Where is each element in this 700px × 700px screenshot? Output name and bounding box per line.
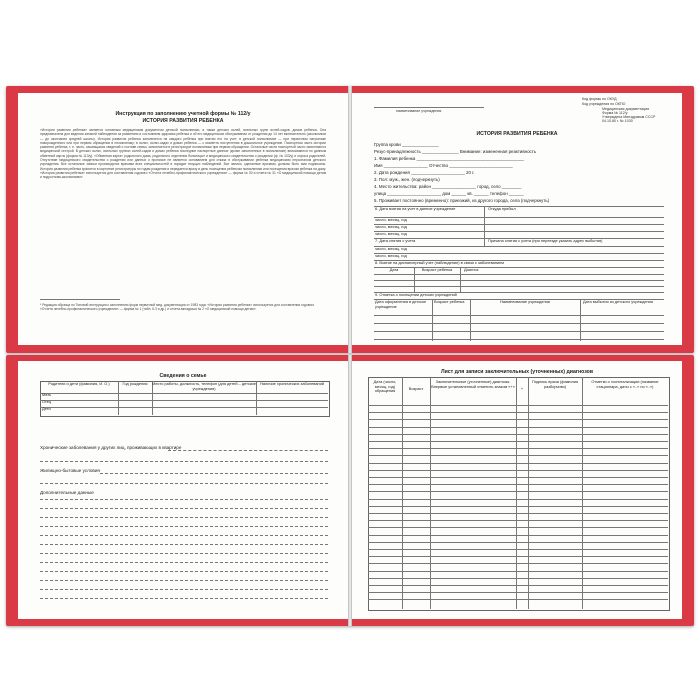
surname-field: 1. Фамилия ребенка ____________________________________________ [374,156,525,161]
family-row-father: Отец [42,399,52,404]
fill-line [168,450,328,451]
table-row-line [368,578,668,579]
diag-col-signature: Подпись врача (фамилия разборчиво) [531,379,579,389]
table-border [374,331,664,332]
visit-col-leave: Дата выбытия из детского учреждения [583,299,653,304]
paragraph: История развития ребенка хранится в картотеке регистратуры по годам рождения и передается врачу в день посещения ребенком поликлиники или посещения врачом ребенка на дому. [40,166,326,171]
table-row-line [368,463,668,464]
ruled-line [40,526,328,527]
ruled-line [40,517,328,518]
from-where-header: Откуда прибыл [488,206,516,211]
table-row-line [368,412,668,413]
disp-col-diagnosis: Диагноз [464,267,479,272]
table-row-line [368,556,668,557]
visit-col-date: Дата оформления в детское учреждение [375,299,427,309]
instruction-subtitle: ИСТОРИЯ РАЗВИТИЯ РЕБЕНКА [142,118,224,124]
street-field: улица ______________________ дом ______ кв. ______ телефон ______ [374,191,524,196]
table-row-line [368,513,668,514]
dispensary-header: 8. Взятие на диспансерный учет (наблюдение) в связи с заболеванием [375,260,504,265]
paragraph: «История развития ребенка» используется для составления годового «Отчета лечебно-профилактического учреждения» — форма № 30 и отчета № 31 «О медицинской помощи детям и подросткам-школьникам». [40,170,326,180]
ruled-line [40,589,328,590]
table-border [374,323,664,324]
table-row-line [368,484,668,485]
table-row-line [368,599,668,600]
table-row-line [368,542,668,543]
institution-line [374,107,484,108]
table-row-line [368,571,668,572]
table-row-line [368,419,668,420]
table-row-line [368,520,668,521]
form-title: ИСТОРИЯ РАЗВИТИЯ РЕБЕНКА [476,131,558,137]
date-row: число, месяц, год [375,224,407,229]
blood-group-field: Группа крови _______________ [374,142,439,147]
paragraph: В детских яслях, ясельных группах яслей-садов и домах ребенка последние паспортные данные (кроме заполненных в поликлинике) вписываются по данным обменной карты (форма № 113/у). «Обменная карта» родильного дома, родильного отделения больницы» и медицинского свидетельства о рождении (ф. № 103/у) и опроса родителей. [40,149,326,158]
birthdate-field: 2. Дата рождения ______________________ 20 г. [374,170,475,175]
visits-header: 9. Отметка о посещении детских учреждений [375,292,457,297]
take-date-header: 6. Дата взятия на учет в данное учреждение [375,206,456,211]
name-field: Имя __________________ Отчество __________________________ [374,163,513,168]
institution-label: наименование учреждения [396,109,442,113]
additional-data-label: Дополнительные данные [40,490,94,495]
table-row-line [368,434,668,435]
ruled-line [40,544,328,545]
date-row: число, месяц, год [375,246,407,251]
table-border [374,274,664,275]
table-border [470,299,471,341]
family-row-mother: Мать [42,392,52,397]
footnote: * Редакция образца по Типовой инструкции к заполнению форм первичной мед. документации от 1983 года: «История развития ребенка» используется для составления годового «Отчета лечебно-профилактического учреждения» — форма № 1 (табл. 6.3 и др.) и отчета-вкладыша № 2 «О медицинской помощи детям». [40,303,315,312]
table-row-line [368,499,668,500]
ruled-line [40,553,328,554]
table-border [374,315,664,316]
table-row-line [368,405,668,406]
table-border [374,224,664,225]
form-code: Утверждена Минздравом СССР [602,115,656,119]
diag-col-plus: + [520,386,524,391]
form-title-page [352,93,682,345]
table-border [40,407,328,408]
diag-col-hospital: Отметки о госпитализации (название стационара, даты с «..» по «..») [591,379,659,389]
ruled-line [40,562,328,563]
disp-col-age: Возраст ребенка [421,267,453,272]
fill-line [100,473,328,474]
table-border [484,206,485,246]
table-row-line [368,506,668,507]
ruled-line [40,508,328,509]
form-code: Медицинская документация [602,107,650,111]
visit-col-age: Возраст ребенка [434,299,465,304]
table-row-line [368,477,668,478]
family-page [18,361,348,619]
table-border [374,286,664,287]
family-row-children: Дети [42,406,51,411]
date-row: число, месяц, год [375,217,407,222]
removal-date-header: 7. Дата снятия с учета [375,238,416,243]
instruction-page [18,93,348,345]
sex-field: 3. Пол: муж., жен. (подчеркнуть) [374,177,440,182]
ruled-line [40,598,328,599]
form-code: Код формы по ОКУД [582,97,617,101]
family-col-year: Год рождения [122,381,148,386]
table-row-line [368,549,668,550]
form-code: 04.10.80 г. № 1030 [602,119,633,123]
table-border [40,393,328,394]
ruled-line [40,571,328,572]
ruled-line [40,580,328,581]
ruled-line [40,535,328,536]
paragraph: Отсутствие медицинского свидетельства о рождении или данных о прописке не является основанием для отказа в обслуживании ребенка медицинским персоналом детского учреждения. [40,158,326,167]
table-border [374,253,664,254]
visit-col-name: Наименование учреждения [500,299,550,304]
table-border [432,299,433,341]
family-title: Сведения о семье [159,373,207,379]
table-row-line [368,491,668,492]
table-row-line [368,455,668,456]
table-row-line [368,527,668,528]
diag-col-date: Дата (число, месяц, год) обращения [373,379,397,394]
table-row-line [368,448,668,449]
paragraph: «История развития ребенка» является основным медицинским документом детской поликлиники, а также детских яслей, ясельных групп яслей-садов, домов ребенка. Она предназначена для ведения записей наблюдения за развитием и состоянием здоровья ребенка и об его медицинском обслуживании от рождения до 14 лет включительно (школьников — до окончания средней школы). [40,128,326,141]
resident-field: 5. Проживает постоянно (временно): приезжий, из другого города, села (подчеркнуть) [374,198,550,203]
table-border [374,231,664,232]
fill-line [40,461,328,462]
ruled-line [40,499,328,500]
table-row-line [368,592,668,593]
paragraph: История развития ребенка заполняется на каждого ребенка при взятии его на учет: в детской поликлинике — при первичном патронаже новорожденного или при первом обращении в поликлинику; в яслях, яслях-садах и домах ребенка — с момента поступления в дошкольное учреждение. [40,136,326,145]
table-border [374,217,664,218]
table-border [374,339,664,340]
table-row-line [368,563,668,564]
diag-col-age: Возраст [408,386,424,391]
book-cover-top [6,86,694,353]
paragraph: Паспортная часть истории развития ребенка, т. е. часть, касающаяся сведений о составе семьи, заполняется в регистратуре поликлиники при первом обращении. Остальные части паспортной части заполняются медицинской сестрой. [40,140,326,154]
removal-reason-header: Причина снятия с учета (при переезде указать адрес выбытия) [488,238,603,243]
fill-line [40,483,328,484]
living-conditions-label: Жилищно-бытовые условия [40,468,100,473]
instruction-title: Инструкция по заполнению учетной формы № 112/у [115,111,251,117]
table-row-line [368,441,668,442]
family-col-chronic: Наличие хронических заболеваний [260,381,324,386]
residence-field: 4. Место жительства: район __________________ город, село ________ [374,184,522,189]
diagnoses-page [352,361,682,619]
form-code: Форма № 112/у [602,111,628,115]
family-col-name: Родители и дети (фамилия, И. О.) [48,381,110,386]
table-row-line [368,585,668,586]
date-row: число, месяц, год [375,253,407,258]
chronic-others-label: Хронические заболевания у других лиц, проживающих в квартире [40,445,182,450]
table-row-line [368,535,668,536]
table-row-line [368,427,668,428]
table-border [374,280,664,281]
family-col-work: Место работы, должность, телефон (для детей – детские учреждения) [152,381,256,391]
form-code: Код учреждения по ОКПО [582,102,626,106]
book-cover-bottom [6,355,694,626]
footnote-divider [40,299,120,300]
table-border [580,299,581,341]
rh-field: Резус-принадлежность _______________ Внимание: измененная реактивность [374,149,537,154]
table-border [40,400,328,401]
instruction-text [40,128,326,180]
disp-col-date: Дата [389,267,399,272]
paragraph: Все остальные записи производятся врачами всех специальностей в порядке текущих наблюдений. Все записи, сделанные врачами, должны быть ими подписаны. [60,162,326,167]
date-row: число, месяц, год [375,231,407,236]
table-row-line [368,470,668,471]
diag-col-diagnosis: Заключительные (уточненные) диагнозы. Впервые установленный отметить знаком «+» [431,379,515,389]
diagnoses-title: Лист для записи заключительных (уточненных) диагнозов [440,369,594,375]
